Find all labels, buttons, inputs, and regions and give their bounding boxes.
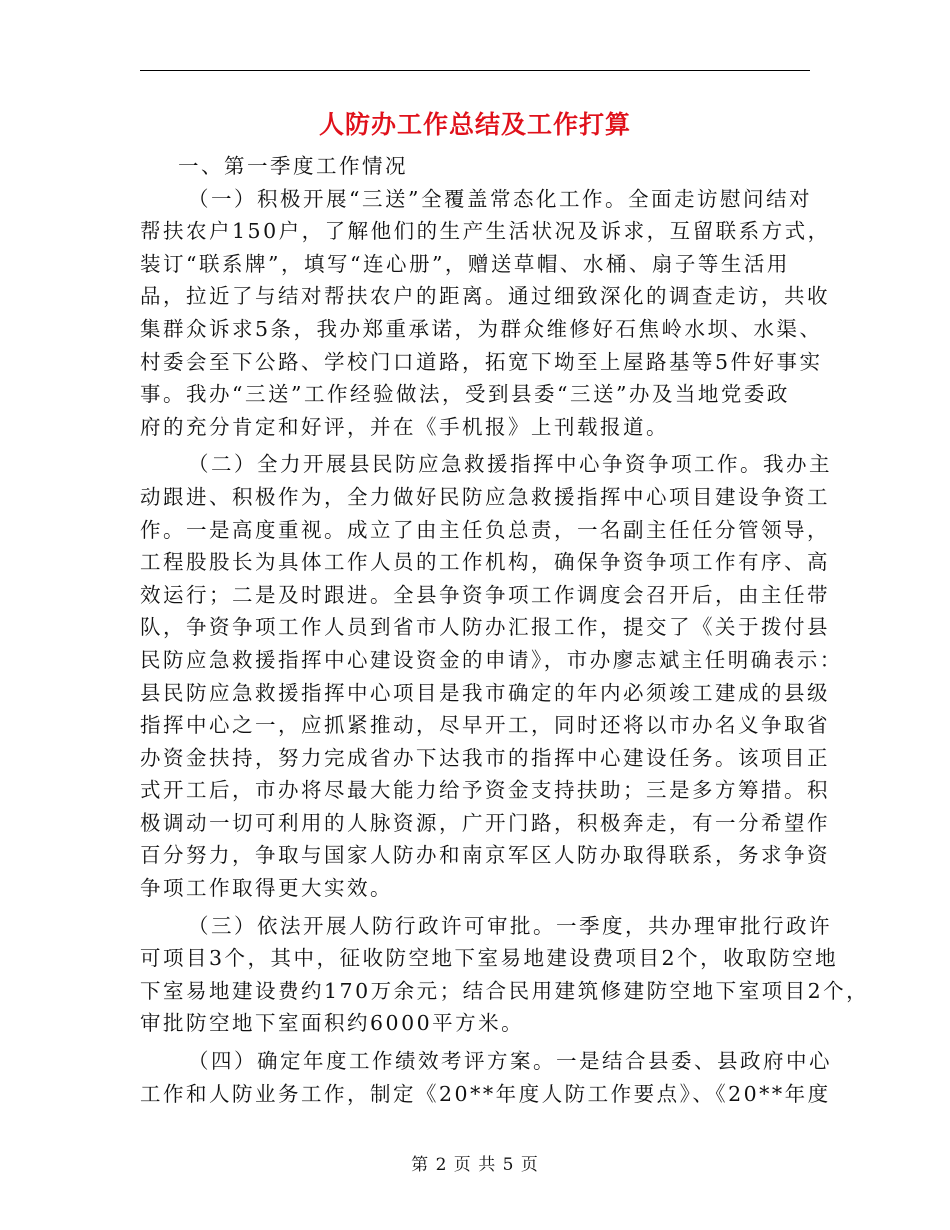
- paragraph-line: （四）确定年度工作绩效考评方案。一是结合县委、县政府中心: [188, 1049, 832, 1074]
- section-3: [140, 910, 870, 1040]
- paragraph-line: 民防应急救援指挥中心建设资金的申请》，市办廖志斌主任明确表示：: [140, 647, 843, 672]
- paragraph-line: （三）依法开展人防行政许可审批。一季度，共办理审批行政许: [188, 913, 832, 938]
- paragraph-line: 事。我办“三送”工作经验做法，受到县委“三送”办及当地党委政: [140, 382, 790, 407]
- paragraph-line: 下室易地建设费约170万余元；结合民用建筑修建防空地下室项目2个，: [140, 978, 870, 1003]
- paragraph-line: 装订“联系牌”，填写“连心册”，赠送草帽、水桶、扇子等生活用: [140, 251, 790, 276]
- paragraph-line: 办资金扶持，努力完成省办下达我市的指挥中心建设任务。该项目正: [140, 745, 830, 770]
- section-1: [140, 183, 830, 444]
- paragraph-line: 工程股股长为具体工作人员的工作机构，确保争资争项工作有序、高: [140, 550, 830, 575]
- paragraph-line: （一）积极开展“三送”全覆盖常态化工作。全面走访慰问结对: [188, 186, 812, 211]
- paragraph-line: 工作和人防业务工作，制定《20**年度人防工作要点》、《20**年度: [140, 1081, 831, 1106]
- paragraph-line: 府的充分肯定和好评，并在《手机报》上刊载报道。: [140, 414, 669, 439]
- section-2: [140, 448, 843, 904]
- paragraph-line: 帮扶农户150户，了解他们的生产生活状况及诉求，互留联系方式，: [140, 219, 831, 244]
- paragraph-line: 效运行；二是及时跟进。全县争资争项工作调度会召开后，由主任带: [140, 582, 830, 607]
- section-4: [140, 1045, 830, 1110]
- page-number: 第 2 页 共 5 页: [411, 1155, 539, 1175]
- paragraph-line: 作。一是高度重视。成立了由主任负总责，一名副主任任分管领导，: [140, 517, 830, 542]
- paragraph-line: 动跟进、积极作为，全力做好民防应急救援指挥中心项目建设争资工: [140, 484, 830, 509]
- paragraph-line: 品，拉近了与结对帮扶农户的距离。通过细致深化的调查走访，共收: [140, 284, 830, 309]
- paragraph-line: 式开工后，市办将尽最大能力给予资金支持扶助；三是多方筹措。积: [140, 778, 830, 803]
- paragraph-line: 审批防空地下室面积约6000平方米。: [140, 1011, 525, 1036]
- paragraph-line: 百分努力，争取与国家人防办和南京军区人防办取得联系，务求争资: [140, 843, 830, 868]
- paragraph-line: 指挥中心之一，应抓紧推动，尽早开工，同时还将以市办名义争取省: [140, 713, 830, 738]
- paragraph-line: 队，争资争项工作人员到省市人防办汇报工作，提交了《关于拨付县: [140, 615, 830, 640]
- paragraph-line: 争项工作取得更大实效。: [140, 876, 393, 901]
- paragraph-line: 可项目3个，其中，征收防空地下室易地建设费项目2个，收取防空地: [140, 946, 839, 971]
- document-title: 人防办工作总结及工作打算: [318, 110, 631, 139]
- paragraph-line: 村委会至下公路、学校门口道路，拓宽下坳至上屋路基等5件好事实: [140, 349, 823, 374]
- section-heading: 一、第一季度工作情况: [178, 154, 408, 178]
- document-body: [140, 150, 870, 1110]
- header-rule: [140, 70, 810, 71]
- paragraph-line: 极调动一切可利用的人脉资源，广开门路，积极奔走，有一分希望作: [140, 810, 830, 835]
- paragraph-line: 集群众诉求5条，我办郑重承诺，为群众维修好石焦岭水坝、水渠、: [140, 316, 823, 341]
- paragraph-line: 县民防应急救援指挥中心项目是我市确定的年内必须竣工建成的县级: [140, 680, 830, 705]
- paragraph-line: （二）全力开展县民防应急救援指挥中心争资争项工作。我办主: [188, 452, 832, 477]
